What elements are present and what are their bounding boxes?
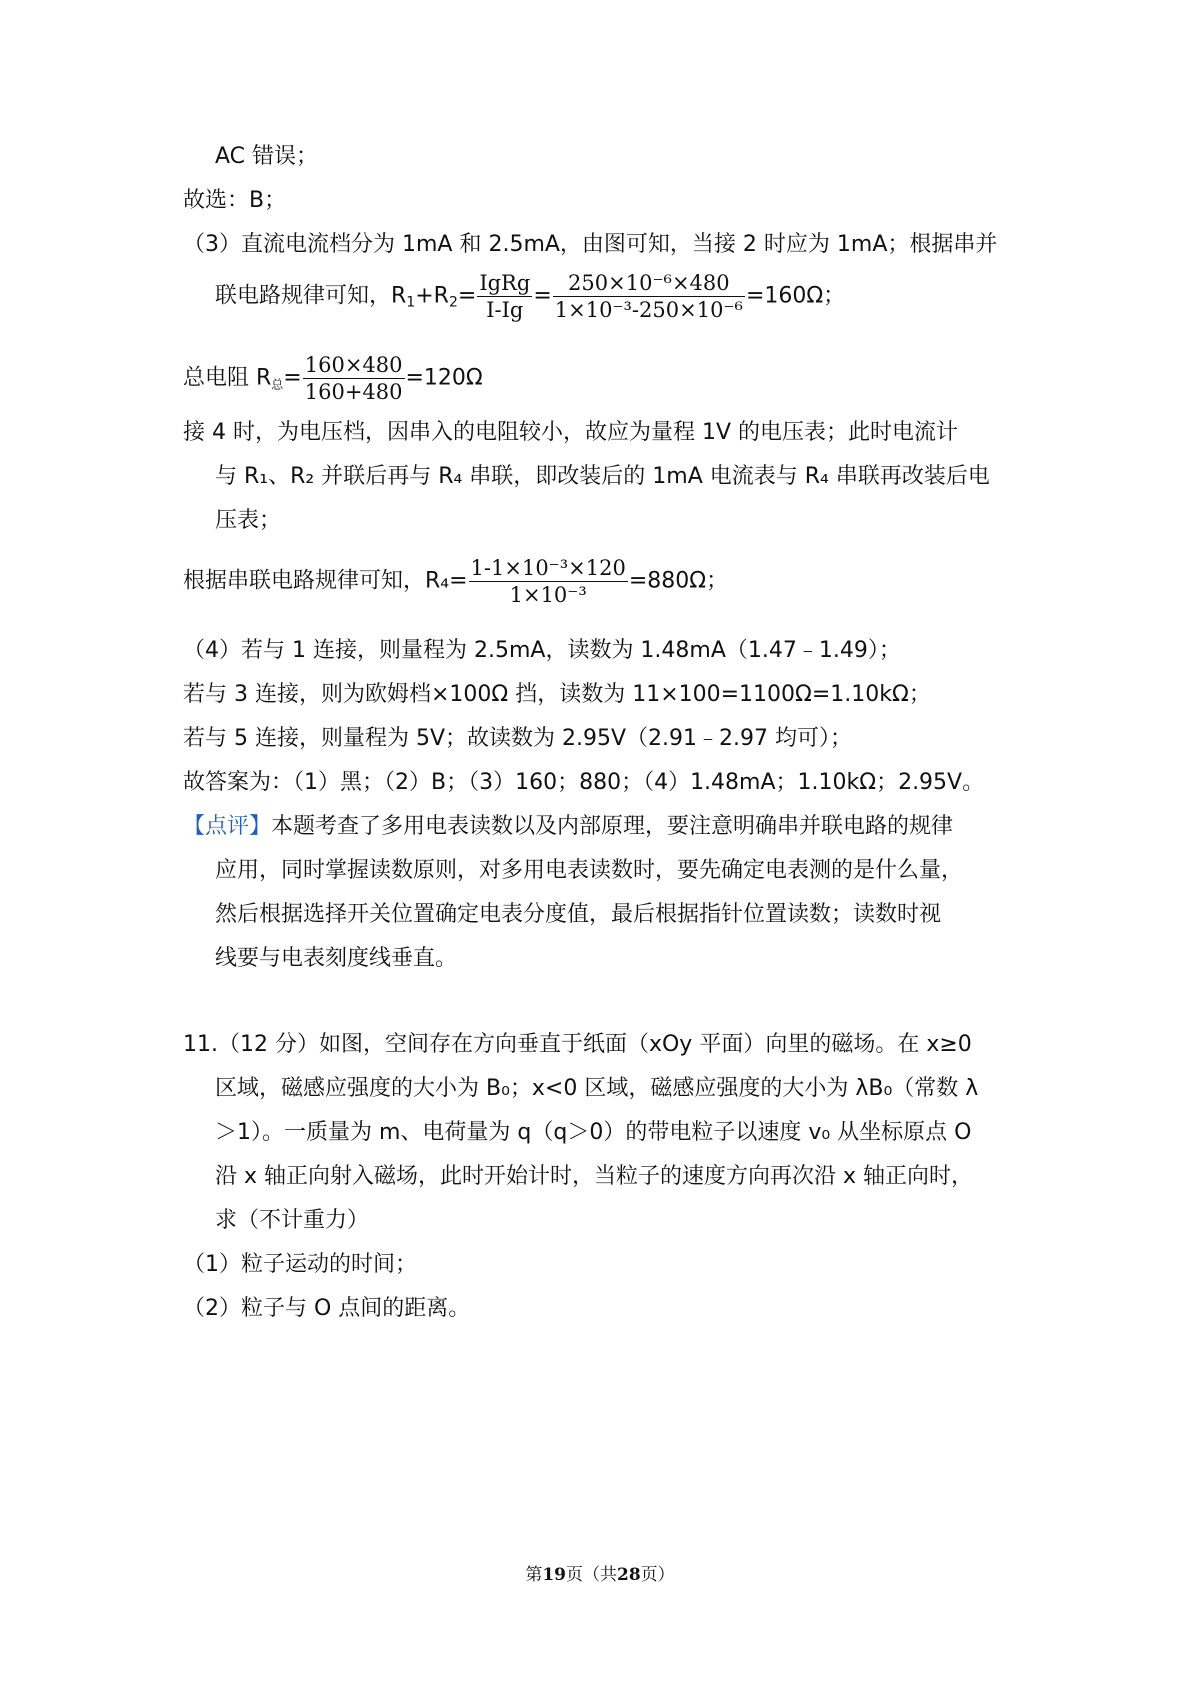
- text-line: 与 R₁、R₂ 并联后再与 R₄ 串联，即改装后的 1mA 电流表与 R₄ 串联再改装后电: [215, 464, 990, 489]
- question-line: （2）粒子与 O 点间的距离。: [183, 1296, 471, 1321]
- question-line: 区域，磁感应强度的大小为 B₀；x<0 区域，磁感应强度的大小为 λB₀（常数 λ: [215, 1076, 979, 1101]
- review-line: 【点评】本题考查了多用电表读数以及内部原理，要注意明确串并联电路的规律: [183, 814, 954, 839]
- fraction: $\frac{\text{1-1×10⁻³×120}}{\text{1×10⁻³}}$: [470, 556, 626, 607]
- review-line: 线要与电表刻度线垂直。: [215, 946, 458, 971]
- question-line: 11.（12 分）如图，空间存在方向垂直于纸面（xOy 平面）向里的磁场。在 x≥0: [183, 1032, 972, 1057]
- text-line: （4）若与 1 连接，则量程为 2.5mA，读数为 1.48mA（1.47﹣1.49）；: [183, 638, 901, 663]
- fraction: $\frac{\text{250×10⁻⁶×480}}{\text{1×10⁻³-250×10⁻⁶}}$: [554, 271, 743, 322]
- formula-line-r1r2: 联电路规律可知，$R_1+R_2=$ $\frac{\text{IgRg}}{I-Ig}$ = $\frac{\text{250×10⁻⁶×480}}{\text{1×10⁻³-250×10⁻⁶}}$ =160Ω；: [215, 271, 846, 322]
- page-number: 19: [542, 1565, 566, 1585]
- fraction: $\frac{160\times 480}{160+480}$: [304, 353, 403, 404]
- text-line: 若与 5 连接，则量程为 5V；故读数为 2.95V（2.91﹣2.97 均可）；: [183, 726, 853, 751]
- review-line: 然后根据选择开关位置确定电表分度值，最后根据指针位置读数；读数时视: [215, 902, 942, 927]
- question-line: （1）粒子运动的时间；: [183, 1252, 417, 1277]
- review-tag: 【点评】: [183, 814, 272, 839]
- fraction: $\frac{\text{IgRg}}{I-Ig}$: [479, 271, 531, 322]
- text-line: AC 错误；: [215, 144, 319, 169]
- formula-result: =160Ω；: [745, 283, 846, 309]
- text-line: 故答案为：（1）黑；（2）B；（3）160；880；（4）1.48mA；1.10kΩ；2.95V。: [183, 770, 985, 795]
- question-line: 沿 x 轴正向射入磁场，此时开始计时，当粒子的速度方向再次沿 x 轴正向时，: [215, 1164, 974, 1189]
- text-line: 故选：B；: [183, 188, 287, 213]
- formula-line-r4: 根据串联电路规律可知，R₄= $\frac{\text{1-1×10⁻³×120}}{\text{1×10⁻³}}$ =880Ω；: [183, 556, 729, 607]
- page-footer: 第19页（共28页）: [525, 1565, 675, 1585]
- text-line: 若与 3 连接，则为欧姆档×100Ω 挡，读数为 11×100=1100Ω=1.10kΩ；: [183, 682, 931, 707]
- formula-line-total: 总电阻 R总= $\frac{160\times 480}{160+480}$ =120Ω: [183, 353, 483, 404]
- question-line: 求（不计重力）: [215, 1208, 370, 1233]
- question-line: ＞1）。一质量为 m、电荷量为 q（q＞0）的带电粒子以速度 v₀ 从坐标原点 O: [215, 1120, 972, 1145]
- review-line: 应用，同时掌握读数原则，对多用电表读数时，要先确定电表测的是什么量，: [215, 858, 964, 883]
- text-line: 接 4 时，为电压档，因串入的电阻较小，故应为量程 1V 的电压表；此时电流计: [183, 420, 959, 445]
- text-line: （3）直流电流档分为 1mA 和 2.5mA，由图可知，当接 2 时应为 1mA；根据串并: [183, 232, 998, 257]
- text-line: 压表；: [215, 508, 282, 533]
- page-total: 28: [617, 1565, 641, 1585]
- formula-prefix: 联电路规律可知，R: [215, 283, 407, 309]
